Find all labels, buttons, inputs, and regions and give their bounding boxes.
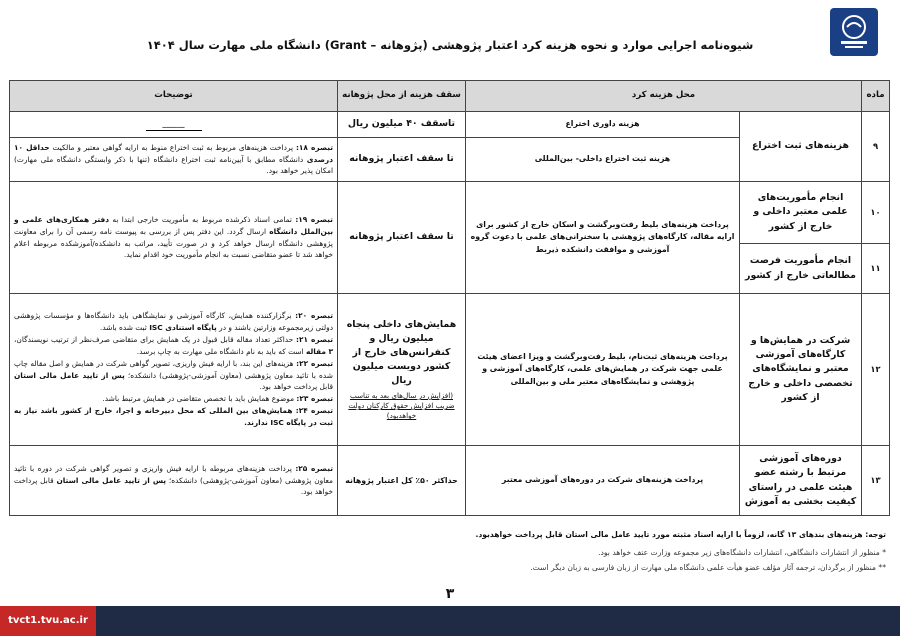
row-ceiling: تا سقف اعتبار پژوهانه: [338, 138, 466, 182]
note-24: تبصره ۲۴: همایش‌های بین المللی که محل دبیرخانه و اجرا، خارج از کشور باشد نیاز به ثبت در پایگاه ISC ندارند.: [14, 406, 333, 427]
row-item: انجام مأموریت‌های علمی معتبر داخلی و خارج از کشور: [740, 182, 862, 244]
row-number: ۱۳: [862, 446, 890, 516]
blank-dash: ______: [146, 118, 202, 131]
row-desc: [10, 294, 338, 446]
row-item: هزینه‌های ثبت اختراع: [740, 112, 862, 182]
note-22: تبصره ۲۲: هزینه‌های این بند، با ارایه فیش واریزی، تصویر گواهی شرکت در همایش و اصل مقاله چاپ شده با تائید معاون پژوهشی (معاون آموزشی-پژوهشی) دانشکده؛ پس از تایید عامل مالی استان قابل پرداخت خواهد بود.: [14, 358, 334, 392]
university-logo: [830, 8, 878, 56]
footer-url[interactable]: tvct1.tvu.ac.ir: [0, 606, 96, 636]
header-desc: توضیحات: [10, 81, 338, 112]
table-row: [10, 112, 890, 138]
attention-note: توجه: هزینه‌های بندهای ۱۳ گانه، لزوماً با ارایه اسناد مثبته مورد تایید عامل مالی استان قابل پرداخت خواهدبود.: [475, 530, 886, 539]
row-place: پرداخت هزینه‌های بلیط رفت‌وبرگشت و اسکان خارج از کشور برای ارایه مقاله، کارگاه‌های پژوهشی یا سخنرانی‌های علمی با دعوت گروه آموزشی و موافقت دانشکده ذیربط: [466, 182, 740, 294]
table-row: [10, 182, 890, 244]
header-num: ماده: [862, 81, 890, 112]
row-ceiling: همایش‌های داخلی پنجاه میلیون ریال و کنفرانس‌های خارج از کشور دویست میلیون ریال (افزایش در سال‌های بعد به تناسب ضریب افزایش حقوق کارکنان دولت خواهدبود): [338, 294, 466, 446]
page-title: شیوه‌نامه اجرایی موارد و نحوه هزینه کرد اعتبار پژوهشی (پژوهانه – Grant) دانشگاه ملی مهارت سال ۱۴۰۴: [146, 38, 754, 52]
row-number: ۱۲: [862, 294, 890, 446]
ceiling-note: (افزایش در سال‌های بعد به تناسب ضریب افزایش حقوق کارکنان دولت خواهدبود): [348, 391, 455, 421]
row-ceiling: حداکثر ۵۰٪ کل اعتبار پژوهانه: [338, 446, 466, 516]
row-desc: [10, 112, 338, 138]
row-ceiling: تا سقف اعتبار پژوهانه: [338, 182, 466, 294]
footnote-1: * منظور از انتشارات دانشگاهی، انتشارات دانشگاه‌های زیر مجموعه وزارت عتف خواهد بود.: [598, 548, 886, 557]
row-desc: تبصره ۱۸: پرداخت هزینه‌های مربوط به ثبت اختراع منوط به ارایه گواهی معتبر و مالکیت حداقل ۱۰ درصدی دانشگاه مطابق با آیین‌نامه ثبت اختراع دانشگاه (تنها با ذکر وابستگی دانشگاه ملی مهارت) امکان پذیر خواهد بود.: [10, 138, 338, 182]
row-desc: تبصره ۱۹: تمامی اسناد ذکرشده مربوط به مأموریت خارجی ابتدا به دفتر همکاری‌های علمی و بین‌الملل دانشگاه ارسال گردد. این دفتر پس از بررسی به پیوست نامه رسمی آن را برای معاونت پژوهشی دانشگاه ارسال خواهد کرد و در صورت تأیید، مراتب به دانشکده/آموزشکده مربوطه اعلام خواهد شد تا عضو متقاضی نسبت به انجام مأموریت خود اقدام نماید.: [10, 182, 338, 294]
row-place: پرداخت هزینه‌های ثبت‌نام، بلیط رفت‌وبرگشت و ویزا اعضای هیئت علمی جهت شرکت در همایش‌های علمی، کارگاه‌های آموزشی و پژوهشی و نمایشگاه‌های معتبر ملی و بین‌المللی: [466, 294, 740, 446]
row-number: ۹: [862, 112, 890, 182]
table-header-row: [10, 81, 890, 112]
footnotes: [16, 530, 886, 578]
note-23: تبصره ۲۳: موضوع همایش باید با تخصص متقاضی در همایش مرتبط باشد.: [102, 394, 333, 404]
row-desc: تبصره ۲۵: پرداخت هزینه‌های مربوطه با ارایه فیش واریزی و تصویر گواهی شرکت در دوره با تائید معاون پژوهشی (معاون آموزشی-پژوهشی) دانشکده؛ پس از تایید عامل مالی استان قابل پرداخت خواهد بود.: [10, 446, 338, 516]
row-place: پرداخت هزینه‌های شرکت در دوره‌های آموزشی معتبر: [466, 446, 740, 516]
page-number: ۳: [445, 586, 455, 602]
row-ceiling: تاسقف ۴۰ میلیون ریال: [338, 112, 466, 138]
header-ceiling: سقف هزینه از محل پژوهانه: [338, 81, 466, 112]
footnote-2: ** منظور از برگردان، ترجمه آثار مؤلف عضو هیأت علمی دانشگاه ملی مهارت از زبان فارسی به زبان دیگر است.: [530, 563, 886, 572]
row-number: ۱۰: [862, 182, 890, 244]
row-item: شرکت در همایش‌ها و کارگاه‌های آموزشی معتبر و نمایشگاه‌های تخصصی داخلی و خارج از کشور: [740, 294, 862, 446]
row-item: انجام مأموریت فرصت مطالعاتی خارج از کشور: [740, 244, 862, 294]
table-row: [10, 294, 890, 446]
header-place: محل هزینه کرد: [466, 81, 862, 112]
row-item: دوره‌های آموزشی مرتبط با رشته عضو هیئت علمی در راستای کیفیت بخشی به آموزش: [740, 446, 862, 516]
note-20: تبصره ۲۰: برگزارکننده همایش، کارگاه آموزشی و نمایشگاهی باید دانشگاه‌ها و مؤسسات پژوهشی دولتی زیرمجموعه وزارتین باشند و در پایگاه استنادی ISC ثبت شده باشد.: [14, 311, 334, 333]
row-place: هزینه داوری اختراع: [466, 112, 740, 138]
row-number: ۱۱: [862, 244, 890, 294]
row-place: هزینه ثبت اختراع داخلی- بین‌المللی: [466, 138, 740, 182]
table-row: [10, 446, 890, 516]
note-21: تبصره ۲۱: حداکثر تعداد مقاله قابل قبول در یک همایش برای متقاضی صرف‌نظر از ترتیب نویسندگان، ۳ مقاله است که باید به نام دانشگاه ملی مهارت به چاپ برسد.: [14, 334, 333, 356]
cost-table: [9, 80, 890, 516]
logo-emblem-icon: [833, 11, 875, 53]
footer-bar: [0, 606, 900, 636]
